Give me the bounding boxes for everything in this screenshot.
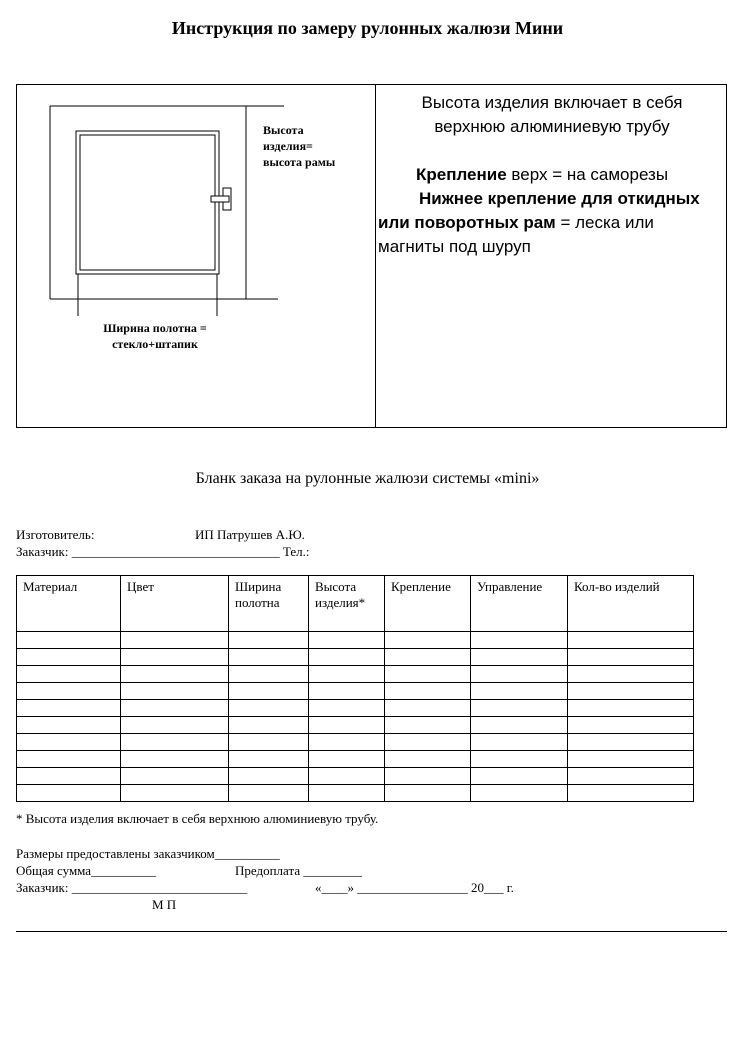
table-cell[interactable] [121, 717, 229, 734]
table-row [17, 734, 694, 751]
height-label-line: Высота [263, 123, 304, 137]
column-header [309, 576, 385, 632]
mount-bottom-line3: магниты под шуруп [378, 237, 531, 256]
table-cell[interactable] [229, 717, 309, 734]
table-cell[interactable] [229, 751, 309, 768]
table-cell[interactable] [229, 632, 309, 649]
column-header-text: Цвет [127, 579, 154, 594]
table-row [17, 700, 694, 717]
table-cell[interactable] [309, 717, 385, 734]
table-row [17, 683, 694, 700]
table-row [17, 785, 694, 802]
table-row [17, 666, 694, 683]
mount-bottom-rest: = леска или [555, 213, 654, 232]
table-cell[interactable] [568, 768, 694, 785]
table-cell[interactable] [385, 734, 471, 751]
column-header-text: Высота [315, 579, 357, 594]
form-title: Бланк заказа на рулонные жалюзи системы «mini» [195, 470, 540, 487]
column-header [121, 576, 229, 632]
column-header-text: полотна [235, 595, 280, 610]
table-cell[interactable] [471, 649, 568, 666]
table-cell[interactable] [568, 785, 694, 802]
signature-line: Заказчик: ___________________________ [16, 880, 248, 895]
height-label [263, 122, 373, 170]
table-cell[interactable] [121, 785, 229, 802]
table-cell[interactable] [568, 751, 694, 768]
table-cell[interactable] [121, 751, 229, 768]
table-cell[interactable] [17, 751, 121, 768]
mount-bottom-line2 [378, 211, 726, 235]
table-cell[interactable] [229, 666, 309, 683]
column-header [385, 576, 471, 632]
table-cell[interactable] [385, 717, 471, 734]
column-header [568, 576, 694, 632]
table-cell[interactable] [229, 768, 309, 785]
table-cell[interactable] [385, 666, 471, 683]
mount-top-bold: Крепление [416, 165, 507, 184]
table-cell[interactable] [121, 768, 229, 785]
table-cell[interactable] [568, 632, 694, 649]
table-row [17, 649, 694, 666]
column-header-text: изделия* [315, 595, 366, 610]
table-cell[interactable] [309, 649, 385, 666]
date-line: «____» _________________ 20___ г. [315, 880, 514, 895]
column-header [17, 576, 121, 632]
table-cell[interactable] [309, 683, 385, 700]
table-cell[interactable] [121, 666, 229, 683]
instruction-line: Высота изделия включает в себя [421, 93, 683, 112]
table-cell[interactable] [471, 768, 568, 785]
table-cell[interactable] [229, 785, 309, 802]
table-cell[interactable] [121, 632, 229, 649]
table-cell[interactable] [121, 649, 229, 666]
height-label-line: высота рамы [263, 155, 336, 169]
width-label-line: Ширина полотна = [103, 321, 207, 335]
table-cell[interactable] [471, 717, 568, 734]
table-cell[interactable] [568, 717, 694, 734]
table-cell[interactable] [17, 666, 121, 683]
table-cell[interactable] [309, 666, 385, 683]
table-cell[interactable] [121, 700, 229, 717]
table-cell[interactable] [229, 734, 309, 751]
table-row [17, 751, 694, 768]
table-cell[interactable] [121, 734, 229, 751]
table-cell[interactable] [385, 632, 471, 649]
manufacturer-label: Изготовитель: [16, 527, 95, 542]
table-cell[interactable] [385, 683, 471, 700]
table-cell[interactable] [229, 683, 309, 700]
table-cell[interactable] [17, 649, 121, 666]
table-cell[interactable] [568, 683, 694, 700]
table-cell[interactable] [17, 734, 121, 751]
table-cell[interactable] [568, 666, 694, 683]
prepay-line: Предоплата _________ [235, 863, 362, 878]
bottom-rule [16, 931, 727, 932]
order-table [16, 575, 694, 802]
table-cell[interactable] [17, 700, 121, 717]
column-header-text: Управление [477, 579, 543, 594]
total-line: Общая сумма__________ [16, 863, 157, 878]
table-cell[interactable] [17, 717, 121, 734]
table-cell[interactable] [568, 649, 694, 666]
footnote: * Высота изделия включает в себя верхнюю алюминиевую трубу. [16, 811, 379, 826]
table-cell[interactable] [17, 632, 121, 649]
table-cell[interactable] [309, 632, 385, 649]
stamp-label: М П [152, 897, 177, 912]
column-header-text: Материал [23, 579, 78, 594]
page-title: Инструкция по замеру рулонных жалюзи Мини [171, 18, 564, 38]
table-cell[interactable] [309, 700, 385, 717]
instruction-line: верхнюю алюминиевую трубу [434, 117, 670, 136]
table-cell[interactable] [385, 751, 471, 768]
height-label-line: изделия= [263, 139, 313, 153]
mount-bottom-line1: Нижнее крепление для откидных [419, 189, 700, 208]
table-cell[interactable] [17, 683, 121, 700]
table-cell[interactable] [471, 666, 568, 683]
column-header [229, 576, 309, 632]
table-cell[interactable] [17, 785, 121, 802]
table-cell[interactable] [309, 734, 385, 751]
table-cell[interactable] [471, 785, 568, 802]
mount-top [378, 163, 726, 187]
column-header-text: Крепление [391, 579, 451, 594]
table-cell[interactable] [568, 734, 694, 751]
sizes-line: Размеры предоставлены заказчиком__________ [16, 846, 280, 861]
table-row [17, 632, 694, 649]
table-cell[interactable] [385, 785, 471, 802]
table-cell[interactable] [471, 751, 568, 768]
column-header [471, 576, 568, 632]
table-cell[interactable] [385, 768, 471, 785]
table-cell[interactable] [309, 751, 385, 768]
table-cell[interactable] [385, 649, 471, 666]
table-cell[interactable] [229, 649, 309, 666]
table-row [17, 768, 694, 785]
column-header-text: Ширина [235, 579, 282, 594]
table-cell[interactable] [309, 768, 385, 785]
instruction-divider [375, 84, 376, 428]
width-label-line: стекло+штапик [112, 337, 198, 351]
table-cell[interactable] [568, 700, 694, 717]
table-cell[interactable] [471, 683, 568, 700]
column-header-text: Кол-во изделий [574, 579, 660, 594]
table-cell[interactable] [385, 700, 471, 717]
table-row [17, 717, 694, 734]
table-cell[interactable] [121, 683, 229, 700]
table-cell[interactable] [471, 700, 568, 717]
mount-bottom-bold: или поворотных рам [378, 213, 556, 232]
customer-line: Заказчик: ________________________________ Тел.: [16, 544, 310, 559]
manufacturer-value: ИП Патрушев А.Ю. [195, 527, 305, 542]
instruction-text [378, 91, 726, 259]
width-label [80, 320, 230, 352]
table-cell[interactable] [229, 700, 309, 717]
table-cell[interactable] [309, 785, 385, 802]
table-cell[interactable] [471, 734, 568, 751]
table-cell[interactable] [471, 632, 568, 649]
table-header-row [17, 576, 694, 632]
mount-top-rest: верх = на саморезы [506, 165, 669, 184]
table-cell[interactable] [17, 768, 121, 785]
